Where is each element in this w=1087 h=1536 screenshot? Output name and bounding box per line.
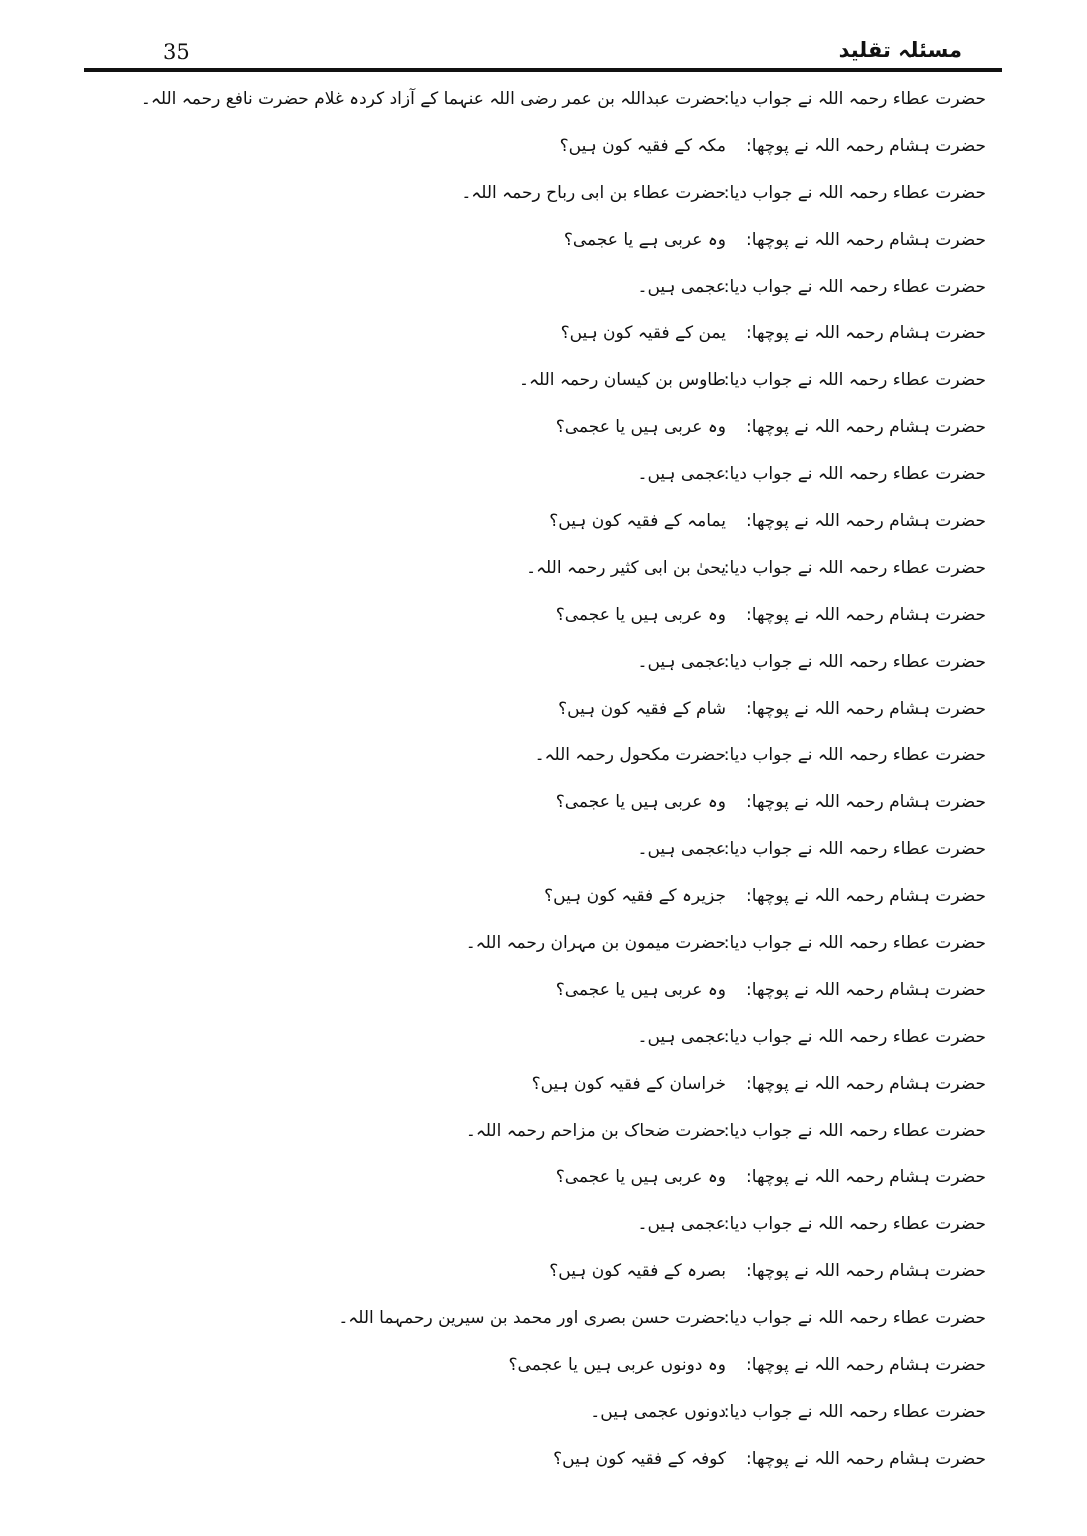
speech-text: بصرہ کے فقیہ کون ہیں؟ [549, 1261, 726, 1282]
speech-text: عجمی ہیں۔ [637, 276, 726, 297]
speech-text: عجمی ہیں۔ [637, 1026, 726, 1047]
speech-text: وہ عربی ہیں یا عجمی؟ [555, 417, 726, 438]
speech-text: حضرت عبداللہ بن عمر رضی اللہ عنہما کے آزاد کردہ غلام حضرت نافع رحمہ اللہ۔ [140, 89, 726, 109]
speaker-label: حضرت عطاء رحمہ اللہ نے جواب دیا: [723, 839, 986, 860]
dialogue-line [84, 357, 1002, 404]
speech-text: یمامہ کے فقیہ کون ہیں؟ [549, 511, 726, 532]
dialogue-line [84, 1389, 1002, 1436]
speaker-label: حضرت ہشام رحمہ اللہ نے پوچھا: [746, 229, 986, 250]
dialogue-line [84, 123, 1002, 170]
dialogue-line [84, 920, 1002, 967]
dialogue-line [84, 967, 1002, 1014]
speaker-label: حضرت عطاء رحمہ اللہ نے جواب دیا: [723, 651, 986, 672]
speech-text: وہ عربی ہے یا عجمی؟ [563, 229, 726, 250]
speaker-label: حضرت عطاء رحمہ اللہ نے جواب دیا: [723, 1214, 986, 1235]
speaker-label: حضرت عطاء رحمہ اللہ نے جواب دیا: [723, 370, 986, 391]
dialogue-line [84, 1014, 1002, 1061]
speaker-label: حضرت ہشام رحمہ اللہ نے پوچھا: [746, 1073, 986, 1094]
page-number: 35 [163, 40, 190, 64]
speech-text: حضرت مکحول رحمہ اللہ۔ [534, 745, 726, 766]
speaker-label: حضرت ہشام رحمہ اللہ نے پوچھا: [746, 698, 986, 719]
speech-text: عجمی ہیں۔ [637, 464, 726, 485]
header-rule [84, 68, 1002, 72]
speech-text: وہ عربی ہیں یا عجمی؟ [555, 792, 726, 813]
dialogue-line [84, 1201, 1002, 1248]
dialogue-line [84, 826, 1002, 873]
speech-text: یمن کے فقیہ کون ہیں؟ [560, 323, 726, 344]
speech-text: جزیرہ کے فقیہ کون ہیں؟ [544, 886, 726, 907]
speaker-label: حضرت عطاء رحمہ اللہ نے جواب دیا: [723, 276, 986, 297]
dialogue-line [84, 779, 1002, 826]
dialogue-line [84, 686, 1002, 733]
speech-text: حضرت ضحاک بن مزاحم رحمہ اللہ۔ [465, 1120, 726, 1141]
speaker-label: حضرت ہشام رحمہ اللہ نے پوچھا: [746, 604, 986, 625]
speaker-label: حضرت ہشام رحمہ اللہ نے پوچھا: [746, 135, 986, 156]
speech-text: حضرت میمون بن مہران رحمہ اللہ۔ [465, 933, 726, 954]
speech-text: یحیٰ بن ابی کثیر رحمہ اللہ۔ [526, 557, 726, 578]
speaker-label: حضرت ہشام رحمہ اللہ نے پوچھا: [746, 511, 986, 532]
speech-text: طاوس بن کیسان رحمہ اللہ۔ [519, 370, 726, 391]
speech-text: کوفہ کے فقیہ کون ہیں؟ [553, 1448, 726, 1469]
speaker-label: حضرت عطاء رحمہ اللہ نے جواب دیا: [723, 464, 986, 485]
speech-text: عجمی ہیں۔ [637, 651, 726, 672]
dialogue-line [84, 310, 1002, 357]
speaker-label: حضرت عطاء رحمہ اللہ نے جواب دیا: [723, 933, 986, 954]
running-title: مسئلہ تقلید [838, 38, 962, 62]
dialogue-line [84, 1108, 1002, 1155]
speech-text: وہ دونوں عربی ہیں یا عجمی؟ [508, 1355, 726, 1376]
speaker-label: حضرت ہشام رحمہ اللہ نے پوچھا: [746, 417, 986, 438]
speaker-label: حضرت عطاء رحمہ اللہ نے جواب دیا: [723, 557, 986, 578]
dialogue-line [84, 498, 1002, 545]
speaker-label: حضرت عطاء رحمہ اللہ نے جواب دیا: [723, 1026, 986, 1047]
speaker-label: حضرت ہشام رحمہ اللہ نے پوچھا: [746, 979, 986, 1000]
dialogue-line [84, 873, 1002, 920]
speech-text: دونوں عجمی ہیں۔ [590, 1401, 726, 1422]
speaker-label: حضرت ہشام رحمہ اللہ نے پوچھا: [746, 1261, 986, 1282]
speech-text: وہ عربی ہیں یا عجمی؟ [555, 1167, 726, 1188]
speaker-label: حضرت ہشام رحمہ اللہ نے پوچھا: [746, 1167, 986, 1188]
speech-text: حضرت حسن بصری اور محمد بن سیرین رحمہما اللہ۔ [338, 1308, 726, 1329]
dialogue-line [84, 264, 1002, 311]
dialogue-line [84, 1295, 1002, 1342]
dialogue-line [84, 1154, 1002, 1201]
dialogue-line [84, 732, 1002, 779]
speech-text: شام کے فقیہ کون ہیں؟ [558, 698, 726, 719]
dialogue-line [84, 451, 1002, 498]
dialogue-line [84, 1342, 1002, 1389]
dialogue-line [84, 217, 1002, 264]
speaker-label: حضرت ہشام رحمہ اللہ نے پوچھا: [746, 323, 986, 344]
speaker-label: حضرت ہشام رحمہ اللہ نے پوچھا: [746, 792, 986, 813]
dialogue-line [84, 1436, 1002, 1483]
speech-text: خراسان کے فقیہ کون ہیں؟ [531, 1073, 726, 1094]
speaker-label: حضرت عطاء رحمہ اللہ نے جواب دیا: [723, 182, 986, 203]
speaker-label: حضرت ہشام رحمہ اللہ نے پوچھا: [746, 1448, 986, 1469]
speaker-label: حضرت عطاء رحمہ اللہ نے جواب دیا: [723, 1120, 986, 1141]
dialogue-line [84, 404, 1002, 451]
dialogue-line [84, 1248, 1002, 1295]
dialogue-list [84, 76, 1002, 1483]
speaker-label: حضرت عطاء رحمہ اللہ نے جواب دیا: [723, 1401, 986, 1422]
dialogue-line [84, 639, 1002, 686]
speech-text: عجمی ہیں۔ [637, 839, 726, 860]
speech-text: وہ عربی ہیں یا عجمی؟ [555, 604, 726, 625]
speech-text: مکہ کے فقیہ کون ہیں؟ [559, 135, 726, 156]
speech-text: حضرت عطاء بن ابی رباح رحمہ اللہ۔ [461, 182, 726, 203]
speaker-label: حضرت عطاء رحمہ اللہ نے جواب دیا: [723, 745, 986, 766]
dialogue-line [84, 545, 1002, 592]
speech-text: وہ عربی ہیں یا عجمی؟ [555, 979, 726, 1000]
speaker-label: حضرت عطاء رحمہ اللہ نے جواب دیا: [723, 1308, 986, 1329]
dialogue-line [84, 592, 1002, 639]
dialogue-line [84, 76, 1002, 123]
speaker-label: حضرت عطاء رحمہ اللہ نے جواب دیا: [723, 89, 986, 109]
speaker-label: حضرت ہشام رحمہ اللہ نے پوچھا: [746, 1355, 986, 1376]
dialogue-line [84, 1061, 1002, 1108]
speech-text: عجمی ہیں۔ [637, 1214, 726, 1235]
speaker-label: حضرت ہشام رحمہ اللہ نے پوچھا: [746, 886, 986, 907]
dialogue-line [84, 170, 1002, 217]
